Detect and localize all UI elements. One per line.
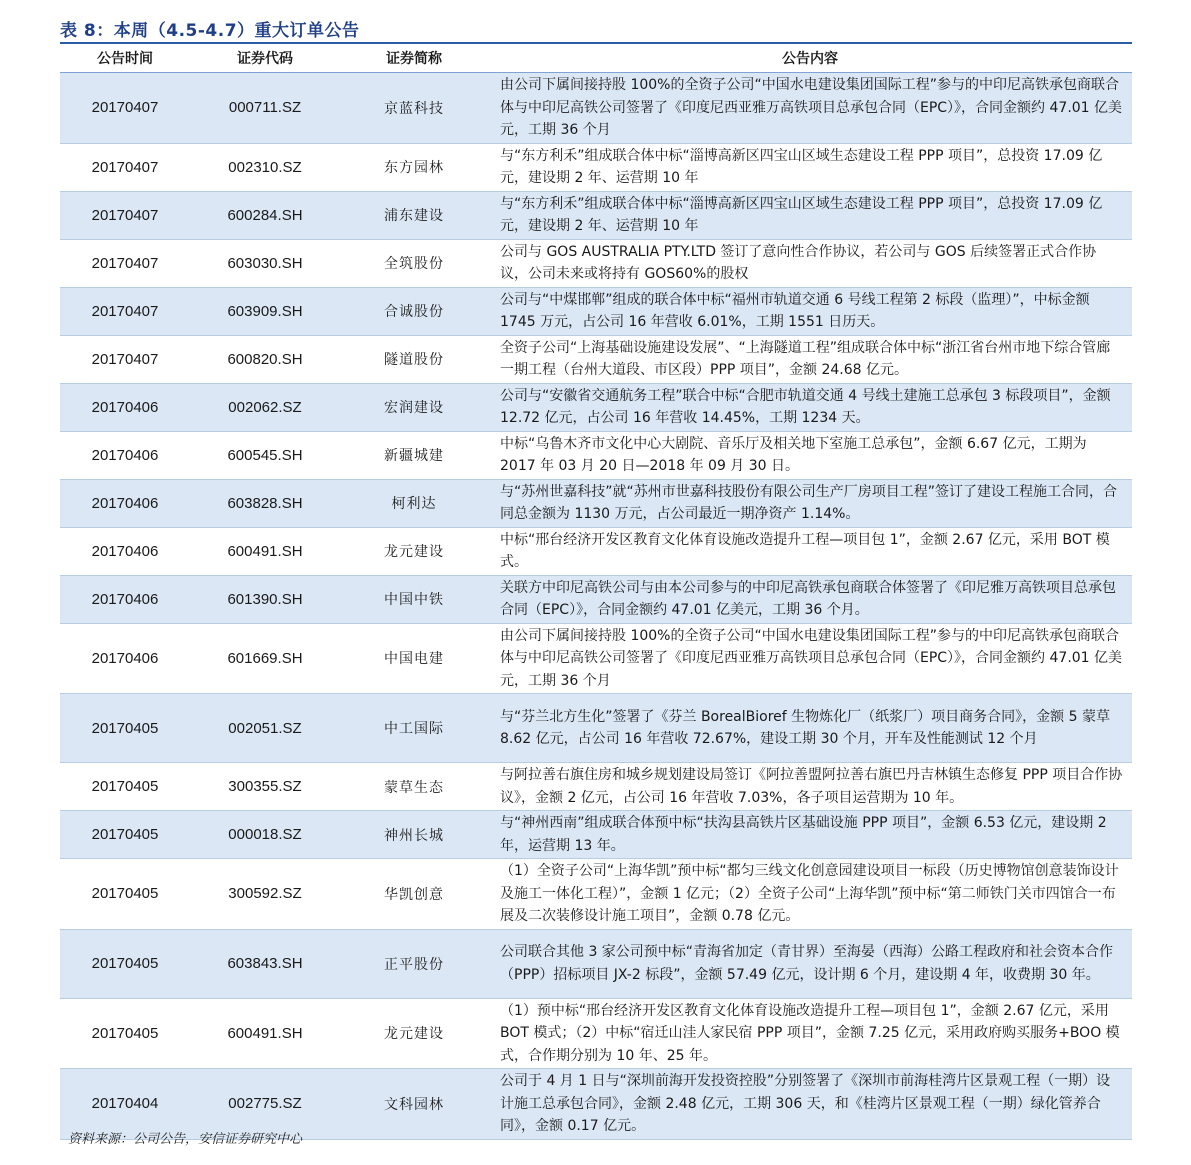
cell-code: 603030.SH [190,239,340,287]
orders-table [60,44,1132,1140]
cell-name: 正平股份 [340,929,488,998]
cell-code: 002775.SZ [190,1069,340,1140]
cell-content: （1）预中标“邢台经济开发区教育文化体育设施改造提升工程—项目包 1”，金额 2.67 亿元，采用 BOT 模式；（2）中标“宿迁山洼人家民宿 PPP 项目”，金额 7.25 亿元，采用政府购买服务+BOO 模式，合作期分别为 10 年、25 年。 [488,998,1132,1069]
cell-code: 002310.SZ [190,143,340,191]
cell-code: 300355.SZ [190,763,340,811]
header-date: 公告时间 [60,44,190,73]
cell-name: 中国电建 [340,623,488,694]
table-row [60,335,1132,383]
table-row [60,694,1132,763]
cell-code: 000711.SZ [190,73,340,144]
cell-code: 603909.SH [190,287,340,335]
cell-date: 20170407 [60,335,190,383]
table-row [60,73,1132,144]
cell-code: 002051.SZ [190,694,340,763]
cell-content: 与“芬兰北方生化”签署了《芬兰 BorealBioref 生物炼化厂（纸浆厂）项目商务合同》，金额 5 蒙草 8.62 亿元，占公司 16 年营收 72.67%，建设工期 30 个月，开车及性能测试 12 个月 [488,694,1132,763]
table-row [60,859,1132,930]
cell-content: 与“神州西南”组成联合体预中标“扶沟县高铁片区基础设施 PPP 项目”，金额 6.53 亿元，建设期 2 年，运营期 13 年。 [488,811,1132,859]
cell-code: 000018.SZ [190,811,340,859]
cell-content: 公司与“安徽省交通航务工程”联合中标“合肥市轨道交通 4 号线土建施工总承包 3 标段项目”，金额 12.72 亿元，占公司 16 年营收 14.45%，工期 1234 天。 [488,383,1132,431]
orders-table-container [60,42,1132,1140]
cell-code: 601390.SH [190,575,340,623]
cell-name: 中工国际 [340,694,488,763]
table-title: 表 8：本周（4.5-4.7）重大订单公告 [60,21,360,41]
cell-date: 20170406 [60,527,190,575]
cell-name: 合诚股份 [340,287,488,335]
source-note: 资料来源：公司公告，安信证券研究中心 [68,1132,303,1147]
table-row [60,575,1132,623]
cell-content: （1）全资子公司“上海华凯”预中标“都匀三线文化创意园建设项目一标段（历史博物馆创意装饰设计及施工一体化工程）”，金额 1 亿元；（2）全资子公司“上海华凯”预中标“第二师铁门关市四馆合一布展及二次装修设计施工项目”，金额 0.78 亿元。 [488,859,1132,930]
cell-name: 宏润建设 [340,383,488,431]
table-row [60,287,1132,335]
cell-name: 新疆城建 [340,431,488,479]
table-row [60,383,1132,431]
cell-date: 20170405 [60,998,190,1069]
cell-name: 隧道股份 [340,335,488,383]
cell-code: 002062.SZ [190,383,340,431]
cell-code: 603828.SH [190,479,340,527]
cell-code: 600545.SH [190,431,340,479]
cell-content: 由公司下属间接持股 100%的全资子公司“中国水电建设集团国际工程”参与的中印尼高铁承包商联合体与中印尼高铁公司签署了《印度尼西亚雅万高铁项目总承包合同（EPC）》，合同金额约 47.01 亿美元，工期 36 个月 [488,623,1132,694]
cell-name: 京蓝科技 [340,73,488,144]
header-name: 证券简称 [340,44,488,73]
cell-name: 华凯创意 [340,859,488,930]
cell-date: 20170406 [60,383,190,431]
cell-content: 关联方中印尼高铁公司与由本公司参与的中印尼高铁承包商联合体签署了《印尼雅万高铁项目总承包合同（EPC）》，合同金额约 47.01 亿美元，工期 36 个月。 [488,575,1132,623]
cell-content: 中标“邢台经济开发区教育文化体育设施改造提升工程—项目包 1”，金额 2.67 亿元，采用 BOT 模式。 [488,527,1132,575]
cell-date: 20170407 [60,287,190,335]
cell-date: 20170405 [60,859,190,930]
cell-code: 601669.SH [190,623,340,694]
cell-date: 20170406 [60,623,190,694]
cell-date: 20170404 [60,1069,190,1140]
table-row [60,811,1132,859]
table-row [60,479,1132,527]
cell-content: 中标“乌鲁木齐市文化中心大剧院、音乐厅及相关地下室施工总承包”，金额 6.67 亿元，工期为 2017 年 03 月 20 日—2018 年 09 月 30 日。 [488,431,1132,479]
cell-code: 603843.SH [190,929,340,998]
table-body [60,73,1132,1140]
cell-date: 20170407 [60,143,190,191]
cell-date: 20170405 [60,929,190,998]
cell-name: 神州长城 [340,811,488,859]
cell-name: 浦东建设 [340,191,488,239]
table-row [60,998,1132,1069]
cell-name: 蒙草生态 [340,763,488,811]
header-code: 证券代码 [190,44,340,73]
cell-name: 东方园林 [340,143,488,191]
cell-code: 600491.SH [190,998,340,1069]
cell-date: 20170405 [60,694,190,763]
cell-code: 600491.SH [190,527,340,575]
cell-name: 龙元建设 [340,998,488,1069]
cell-content: 与“东方利禾”组成联合体中标“淄博高新区四宝山区域生态建设工程 PPP 项目”，总投资 17.09 亿元，建设期 2 年、运营期 10 年 [488,143,1132,191]
table-row [60,929,1132,998]
cell-date: 20170406 [60,479,190,527]
cell-content: 与“东方利禾”组成联合体中标“淄博高新区四宝山区域生态建设工程 PPP 项目”，总投资 17.09 亿元，建设期 2 年、运营期 10 年 [488,191,1132,239]
table-row [60,191,1132,239]
cell-date: 20170405 [60,763,190,811]
cell-content: 公司于 4 月 1 日与“深圳前海开发投资控股”分别签署了《深圳市前海桂湾片区景观工程（一期）设计施工总承包合同》，金额 2.48 亿元，工期 306 天，和《桂湾片区景观工程（一期）绿化管养合同》，金额 0.17 亿元。 [488,1069,1132,1140]
cell-date: 20170405 [60,811,190,859]
header-content: 公告内容 [488,44,1132,73]
cell-name: 全筑股份 [340,239,488,287]
table-header-row [60,44,1132,73]
table-row [60,239,1132,287]
cell-date: 20170407 [60,239,190,287]
cell-date: 20170407 [60,191,190,239]
cell-content: 公司与“中煤邯郸”组成的联合体中标“福州市轨道交通 6 号线工程第 2 标段（监理）”，中标金额 1745 万元，占公司 16 年营收 6.01%，工期 1551 日历天。 [488,287,1132,335]
cell-content: 与阿拉善右旗住房和城乡规划建设局签订《阿拉善盟阿拉善右旗巴丹吉林镇生态修复 PPP 项目合作协议》，金额 2 亿元，占公司 16 年营收 7.03%，各子项目运营期为 10 年。 [488,763,1132,811]
table-row [60,763,1132,811]
cell-content: 公司联合其他 3 家公司预中标“青海省加定（青甘界）至海晏（西海）公路工程政府和社会资本合作（PPP）招标项目 JX-2 标段”，金额 57.49 亿元，设计期 6 个月，建设期 4 年，收费期 30 年。 [488,929,1132,998]
cell-content: 公司与 GOS AUSTRALIA PTY.LTD 签订了意向性合作协议，若公司与 GOS 后续签署正式合作协议，公司未来或将持有 GOS60%的股权 [488,239,1132,287]
cell-content: 由公司下属间接持股 100%的全资子公司“中国水电建设集团国际工程”参与的中印尼高铁承包商联合体与中印尼高铁公司签署了《印度尼西亚雅万高铁项目总承包合同（EPC）》，合同金额约 47.01 亿美元，工期 36 个月 [488,73,1132,144]
cell-code: 600284.SH [190,191,340,239]
table-row [60,623,1132,694]
table-row [60,431,1132,479]
cell-code: 300592.SZ [190,859,340,930]
cell-date: 20170406 [60,575,190,623]
cell-name: 柯利达 [340,479,488,527]
cell-name: 文科园林 [340,1069,488,1140]
cell-content: 全资子公司“上海基础设施建设发展”、“上海隧道工程”组成联合体中标“浙江省台州市地下综合管廊一期工程（台州大道段、市区段）PPP 项目”，金额 24.68 亿元。 [488,335,1132,383]
cell-content: 与“苏州世嘉科技”就“苏州市世嘉科技股份有限公司生产厂房项目工程”签订了建设工程施工合同，合同总金额为 1130 万元，占公司最近一期净资产 1.14%。 [488,479,1132,527]
cell-name: 中国中铁 [340,575,488,623]
cell-name: 龙元建设 [340,527,488,575]
table-row [60,143,1132,191]
table-row [60,527,1132,575]
cell-date: 20170407 [60,73,190,144]
cell-date: 20170406 [60,431,190,479]
cell-code: 600820.SH [190,335,340,383]
